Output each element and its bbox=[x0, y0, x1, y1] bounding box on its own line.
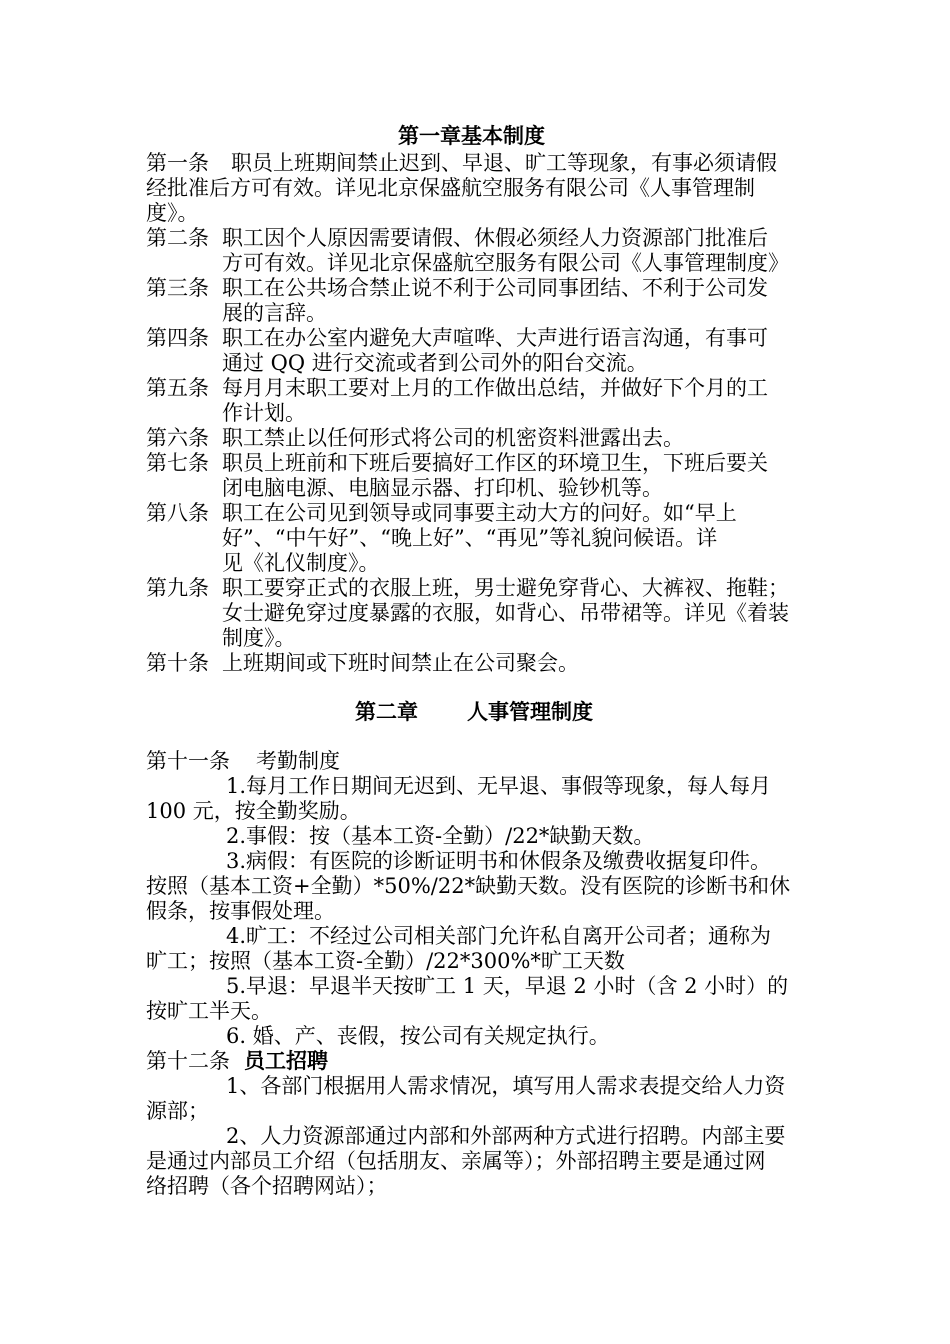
article-11-line-10: 按旷工半天。 bbox=[146, 999, 272, 1023]
article-7-line-1: 职员上班前和下班后要搞好工作区的环境卫生，下班后要关 bbox=[222, 451, 768, 475]
article-7-label: 第七条 bbox=[146, 451, 209, 475]
article-4-line-2: 通过 QQ 进行交流或者到公司外的阳台交流。 bbox=[222, 351, 648, 375]
article-4-line-1: 职工在办公室内避免大声喧哗、大声进行语言沟通，有事可 bbox=[222, 326, 768, 350]
article-9-line-1: 职工要穿正式的衣服上班，男士避免穿背心、大裤衩、拖鞋； bbox=[222, 576, 789, 600]
article-11-line-4: 3.病假：有医院的诊断证明书和休假条及缴费收据复印件。 bbox=[226, 849, 772, 873]
chapter-2-number: 第二章 bbox=[355, 700, 418, 724]
article-10-line-1: 上班期间或下班时间禁止在公司聚会。 bbox=[222, 651, 579, 675]
article-5-label: 第五条 bbox=[146, 376, 209, 400]
article-11-line-5: 按照（基本工资+全勤）*50%/22*缺勤天数。没有医院的诊断书和休 bbox=[146, 874, 791, 898]
article-11-label: 第十一条 bbox=[146, 749, 230, 773]
article-12-title: 员工招聘 bbox=[244, 1049, 328, 1073]
article-2-line-1: 职工因个人原因需要请假、休假必须经人力资源部门批准后 bbox=[222, 226, 768, 250]
article-5-line-2: 作计划。 bbox=[222, 401, 306, 425]
article-11-line-7: 4.旷工：不经过公司相关部门允许私自离开公司者；通称为 bbox=[226, 924, 772, 948]
article-9-line-2: 女士避免穿过度暴露的衣服，如背心、吊带裙等。详见《着装 bbox=[222, 601, 789, 625]
article-8-line-2: 好”、“中午好”、“晚上好”、“再见”等礼貌问候语。详 bbox=[222, 526, 718, 550]
chapter-2-title: 人事管理制度 bbox=[467, 700, 593, 724]
article-4-label: 第四条 bbox=[146, 326, 209, 350]
article-1-line-2: 经批准后方可有效。详见北京保盛航空服务有限公司《人事管理制 bbox=[146, 176, 755, 200]
article-11-title: 考勤制度 bbox=[256, 749, 340, 773]
article-1-line-1: 职员上班期间禁止迟到、早退、旷工等现象，有事必须请假 bbox=[210, 151, 777, 175]
article-3-line-2: 展的言辞。 bbox=[222, 301, 327, 325]
article-6-line-1: 职工禁止以任何形式将公司的机密资料泄露出去。 bbox=[222, 426, 684, 450]
article-11-line-11: 6. 婚、产、丧假，按公司有关规定执行。 bbox=[226, 1024, 610, 1048]
article-12-line-5: 络招聘（各个招聘网站）； bbox=[146, 1174, 388, 1198]
article-10-label: 第十条 bbox=[146, 651, 209, 675]
article-1-line-3: 度》。 bbox=[146, 201, 199, 225]
article-11-line-2: 100 元，按全勤奖励。 bbox=[146, 799, 361, 823]
article-9-label: 第九条 bbox=[146, 576, 209, 600]
article-7-line-2: 闭电脑电源、电脑显示器、打印机、验钞机等。 bbox=[222, 476, 663, 500]
article-1-label: 第一条 bbox=[146, 151, 209, 175]
article-11-line-3: 2.事假：按（基本工资-全勤）/22*缺勤天数。 bbox=[226, 824, 655, 848]
article-12-line-3: 2、人力资源部通过内部和外部两种方式进行招聘。内部主要 bbox=[226, 1124, 786, 1148]
article-12-line-2: 源部； bbox=[146, 1099, 209, 1123]
article-11-line-8: 旷工；按照（基本工资-全勤）/22*300%*旷工天数 bbox=[146, 949, 625, 973]
article-8-line-1: 职工在公司见到领导或同事要主动大方的问好。如“早上 bbox=[222, 501, 737, 525]
article-3-label: 第三条 bbox=[146, 276, 209, 300]
article-2-line-2: 方可有效。详见北京保盛航空服务有限公司《人事管理制度》 bbox=[222, 251, 789, 275]
article-8-label: 第八条 bbox=[146, 501, 209, 525]
article-11-line-9: 5.早退：早退半天按旷工 1 天，早退 2 小时（含 2 小时）的 bbox=[226, 974, 789, 998]
article-8-line-3: 见《礼仪制度》。 bbox=[222, 551, 380, 575]
chapter-1-title: 第一章基本制度 bbox=[398, 124, 545, 148]
article-9-line-3: 制度》。 bbox=[222, 626, 296, 650]
article-6-label: 第六条 bbox=[146, 426, 209, 450]
article-3-line-1: 职工在公共场合禁止说不利于公司同事团结、不利于公司发 bbox=[222, 276, 768, 300]
article-12-line-1: 1、各部门根据用人需求情况，填写用人需求表提交给人力资 bbox=[226, 1074, 786, 1098]
article-12-line-4: 是通过内部员工介绍（包括朋友、亲属等）；外部招聘主要是通过网 bbox=[146, 1149, 766, 1173]
article-2-label: 第二条 bbox=[146, 226, 209, 250]
article-11-line-6: 假条，按事假处理。 bbox=[146, 899, 335, 923]
article-12-label: 第十二条 bbox=[146, 1049, 230, 1073]
article-5-line-1: 每月月末职工要对上月的工作做出总结，并做好下个月的工 bbox=[222, 376, 768, 400]
article-11-line-1: 1.每月工作日期间无迟到、无早退、事假等现象，每人每月 bbox=[226, 774, 772, 798]
